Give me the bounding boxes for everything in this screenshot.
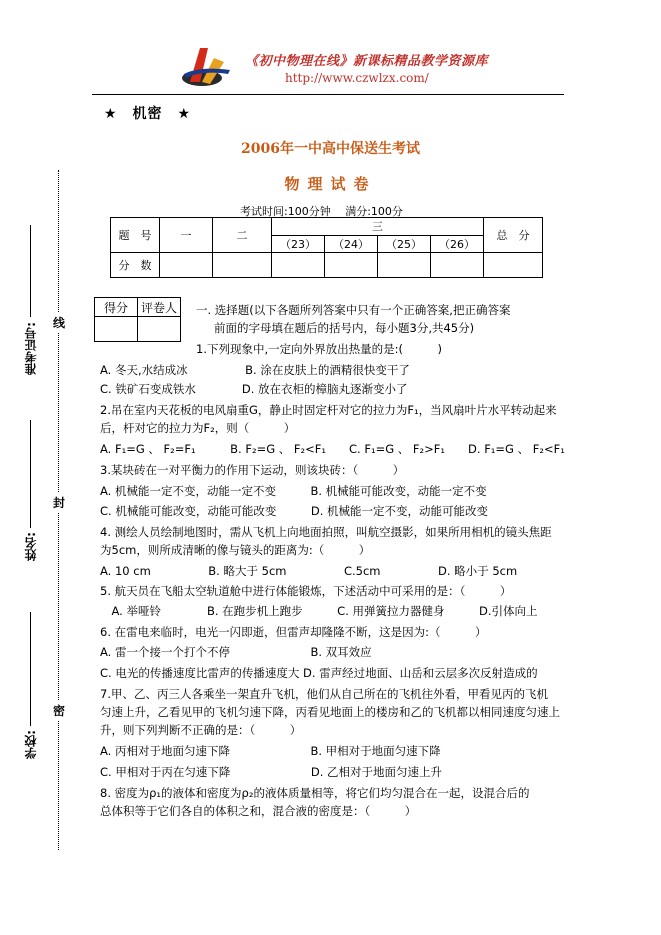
- sub-col-25: （25）: [378, 235, 431, 253]
- question-line: A. 雷一个接一个打个不停 B. 双耳效应: [100, 645, 372, 659]
- col-three: 三: [272, 218, 484, 236]
- banner-url: http://www.czwlzx.com/: [285, 71, 429, 85]
- col-one: 一: [160, 218, 213, 253]
- grader-reviewer-cell[interactable]: [138, 317, 181, 342]
- question-line: 4. 测绘人员绘制地图时，需从飞机上向地面拍照，叫航空摄影，如果所用相机的镜头焦距: [100, 525, 552, 539]
- score-cell[interactable]: [325, 253, 378, 278]
- name-field[interactable]: [30, 420, 31, 528]
- question-line: 匀速上升，乙看见甲的飞机匀速下降，丙看见地面上的楼房和乙的飞机都以相同速度匀速上: [100, 705, 560, 719]
- grader-score-label: 得分: [95, 298, 138, 317]
- score-cell[interactable]: [484, 253, 543, 278]
- question-line: A. F₁=G 、 F₂=F₁ B. F₂=G 、 F₂<F₁ C. F₁=G 、 F₂>F₁ D. F₁=G 、 F₂<F₁: [100, 442, 565, 456]
- school-label: 学校:: [24, 730, 38, 759]
- question-line: 后，杆对它的拉力为F₂，则（ ）: [100, 421, 296, 435]
- question-line: 为5cm，则所成清晰的像与镜头的距离为:（ ）: [100, 543, 371, 557]
- score-cell[interactable]: [272, 253, 325, 278]
- score-table: [110, 217, 543, 278]
- section-instructions-line1: 一. 选择题(以下各题所列答案中只有一个正确答案,把正确答案: [196, 303, 511, 317]
- sub-col-23: （23）: [272, 235, 325, 253]
- logo-icon: [180, 44, 240, 92]
- score-cell[interactable]: [431, 253, 484, 278]
- score-cell[interactable]: [378, 253, 431, 278]
- question-line: 8. 密度为ρ₁的液体和密度为ρ₂的液体质量相等，将它们均匀混合在一起，设混合后的: [100, 786, 530, 800]
- exam-number-field[interactable]: [30, 225, 31, 317]
- question-line: C. 铁矿石变成铁水 D. 放在衣柜的樟脑丸逐渐变小了: [100, 382, 408, 396]
- question-line: 1.下列现象中,一定向外界放出热量的是:( ): [196, 342, 442, 356]
- seal-char-feng: 封: [53, 492, 65, 513]
- col-total: 总 分: [484, 218, 543, 253]
- grader-score-cell[interactable]: [95, 317, 138, 342]
- question-line: 5. 航天员在飞船太空轨道舱中进行体能锻炼，下述活动中可采用的是：（ ）: [100, 584, 512, 598]
- question-line: 7.甲、乙、丙三人各乘坐一架直升飞机，他们从自己所在的飞机往外看，甲看见丙的飞机: [100, 687, 548, 701]
- name-label: 姓名:: [24, 532, 38, 561]
- exam-number-label: 准考证号:: [24, 322, 38, 375]
- score-cell[interactable]: [160, 253, 213, 278]
- exam-info: 考试时间:100分钟 满分:100分: [240, 205, 403, 218]
- question-line: A. 10 cm B. 略大于 5cm C.5cm D. 略小于 5cm: [100, 564, 518, 578]
- question-line: A. 冬天,水结成冰 B. 涂在皮肤上的酒精很快变干了: [100, 363, 410, 377]
- sub-col-26: （26）: [431, 235, 484, 253]
- sub-col-24: （24）: [325, 235, 378, 253]
- question-line: 6. 在雷电来临时，电光一闪即逝，但雷声却隆隆不断，这是因为:（ ）: [100, 625, 487, 639]
- question-line: C. 机械能可能改变，动能可能改变 D. 机械能一定不变，动能可能改变: [100, 504, 489, 518]
- question-line: C. 电光的传播速度比雷声的传播速度大 D. 雷声经过地面、山岳和云层多次反射造成的: [100, 666, 538, 680]
- subject-title: 物理试卷: [284, 175, 377, 193]
- question-line: 升，则下列判断不正确的是：（ ）: [100, 723, 302, 737]
- exam-title: 2006年一中高中保送生考试: [241, 141, 420, 157]
- question-line: A. 机械能一定不变，动能一定不变 B. 机械能可能改变，动能一定不变: [100, 484, 487, 498]
- row-label-number: 题 号: [111, 218, 160, 253]
- seal-char-xian: 线: [53, 312, 65, 333]
- score-cell[interactable]: [213, 253, 272, 278]
- school-field[interactable]: [30, 612, 31, 726]
- banner-title: 《初中物理在线》新课标精品教学资源库: [245, 54, 489, 69]
- col-two: 二: [213, 218, 272, 253]
- question-line: C. 甲相对于丙在匀速下降 D. 乙相对于地面匀速上升: [100, 765, 443, 779]
- grader-table: [94, 297, 181, 342]
- question-line: 总体积等于它们各自的体积之和，混合液的密度是：（ ）: [100, 804, 417, 818]
- question-line: 3.某块砖在一对平衡力的作用下运动，则该块砖：（ ）: [100, 463, 405, 477]
- row-label-score: 分 数: [111, 253, 160, 278]
- header-divider: [92, 94, 564, 95]
- grader-reviewer-label: 评卷人: [138, 298, 181, 317]
- question-line: A. 举哑铃 B. 在跑步机上跑步 C. 用弹簧拉力器健身 D.引体向上: [100, 604, 538, 618]
- confidential-label: ★ 机密 ★: [104, 106, 192, 122]
- question-line: A. 丙相对于地面匀速下降 B. 甲相对于地面匀速下降: [100, 744, 441, 758]
- question-line: 2.吊在室内天花板的电风扇重G，静止时固定杆对它的拉力为F₁，当风扇叶片水平转动起来: [100, 403, 557, 417]
- section-instructions-line2: 前面的字母填在题后的括号内，每小题3分,共45分): [214, 321, 475, 335]
- seal-char-mi: 密: [53, 700, 65, 721]
